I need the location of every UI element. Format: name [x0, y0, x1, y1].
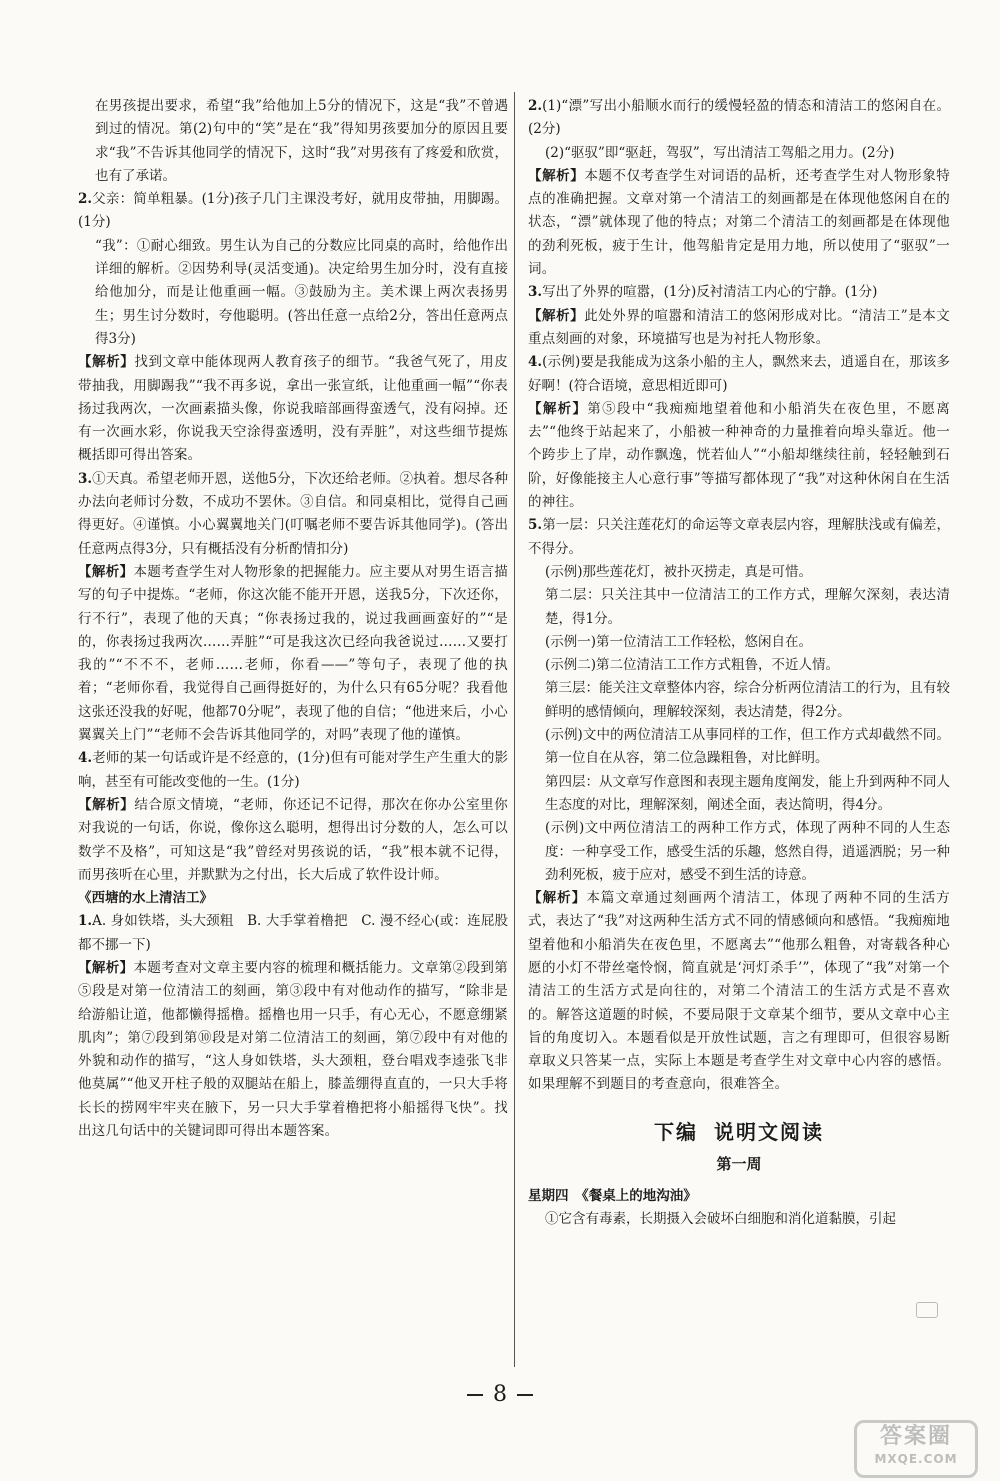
analysis-tag: 【解析】 — [528, 307, 585, 324]
watermark-text: 答案圈 — [879, 1424, 952, 1449]
answer-number: 4. — [528, 354, 543, 371]
answer-text: (示例)要是我能成为这条小船的主人，飘然来去，逍遥自在，那该多好啊！(符合语境，意思相近即可) — [528, 354, 950, 394]
answer-number: 1. — [78, 913, 93, 930]
answer-item — [78, 747, 508, 794]
right-answers — [528, 95, 950, 1097]
answer-number: 2. — [78, 191, 93, 208]
left-column — [78, 95, 508, 1143]
analysis-text: 本题考查学生对人物形象的把握能力。应主要从对男生语言描写的句子中提炼。“老师，你这次能不能开开恩，送我5分，下次还你，行不行”，表现了他的天真；“你表扬过我的，说过我画画蛮好的”“是的，你表扬过我两次……弄脏”“可是我这次已经向我爸说过……又要打我的”“不不不，老师……老师，你看——”等句子，表现了他的执着；“老师你看，我觉得自己画得挺好的，为什么只有65分呢？我看他这张还没我的好呢，他都70分呢”，表现了他的自信；“他进来后，小心翼翼关上门”“老师不会告诉其他同学的，对吗”表现了他的谨慎。 — [78, 563, 508, 744]
analysis-paragraph — [528, 398, 950, 514]
analysis-tag: 【解析】 — [78, 563, 134, 580]
column-divider — [514, 92, 515, 1367]
week-heading: 第一周 — [716, 1154, 762, 1173]
analysis-paragraph — [78, 561, 508, 747]
section-name: 说明文阅读 — [714, 1119, 824, 1144]
answer-number: 3. — [528, 284, 543, 301]
answer-number: 4. — [78, 750, 93, 767]
answer-continuation: 在男孩提出要求，希望“我”给他加上5分的情况下，这是“我”不曾遇到过的情况。第(2)句中的“笑”是在“我”得知男孩要加分的原因且要求“我”不告诉其他同学的情况下，这时“我”对男孩有了疼爱和欣赏，也有了承诺。 — [95, 98, 508, 184]
answer-number: 5. — [528, 517, 543, 534]
analysis-paragraph — [528, 165, 950, 281]
day-line — [528, 1185, 950, 1208]
section-heading — [528, 1117, 950, 1147]
analysis-text: 第⑤段中“我痴痴地望着他和小船消失在夜色里，不愿离去”“他终于站起来了，小船被一种神奇的力量推着向埠头靠近。他一个跨步上了岸，动作飘逸，恍若仙人”“小船却继续往前，轻轻触到石阶，好像能接主人心意行事”等描写都体现了“我”对这种休闲自在生活的神往。 — [528, 400, 950, 511]
answer-continuation: “我”：①耐心细致。男生认为自己的分数应比同桌的高时，给他作出详细的解析。②因势利导(灵活变通)。决定给男生加分时，没有直接给他加分，而是让他重画一幅。③鼓励为主。美术课上两次表扬男生；男生讨分数时，夸他聪明。(答出任意一点给2分，答出任意两点得3分) — [95, 237, 508, 347]
analysis-text: 结合原文情境，“老师，你还记不记得，那次在你办公室里你对我说的一句话，你说，像你这么聪明，想得出讨分数的人，怎么可以数学不及格”，可知这是“我”曾经对男孩说的话，“我”根本就不记得，而男孩听在心里，并默默为之付出，长大后成了软件设计师。 — [78, 796, 508, 883]
page-footer — [0, 1382, 1000, 1407]
day-label: 星期四 — [528, 1187, 569, 1204]
answer-continuation: 第二层：只关注其中一位清洁工的工作方式，理解欠深刻，表达清楚，得1分。 — [545, 587, 950, 627]
analysis-tag: 【解析】 — [528, 167, 585, 184]
answer-item — [528, 281, 950, 304]
answer-text: ①天真。希望老师开恩，送他5分，下次还给老师。②执着。想尽各种办法向老师讨分数，不成功不罢休。③自信。和同桌相比，觉得自己画得更好。④谨慎。小心翼翼地关门(叮嘱老师不要告诉其他同学)。(答出任意两点得3分，只有概括没有分析酌情扣分) — [78, 470, 508, 557]
answer-item — [528, 351, 950, 398]
analysis-tag: 【解析】 — [78, 796, 135, 813]
answer-item — [78, 188, 508, 235]
answer-text: 第一层：只关注莲花灯的命运等文章表层内容，理解肤浅或有偏差，不得分。 — [528, 517, 950, 557]
answer-number: 2. — [528, 98, 543, 114]
analysis-paragraph — [528, 305, 950, 352]
day-title: 《餐桌上的地沟油》 — [582, 1187, 697, 1204]
answer-continuation: (示例)那些莲花灯，被扑灭捞走，真是可惜。 — [545, 563, 813, 580]
analysis-paragraph — [78, 794, 508, 887]
footer-dash-right — [517, 1394, 533, 1396]
analysis-tag: 【解析】 — [528, 890, 587, 907]
answer-item — [78, 910, 508, 957]
answer-continuation: (示例二)第二位清洁工工作方式粗鲁，不近人情。 — [545, 657, 840, 674]
answer-item — [528, 514, 950, 561]
answer-text: A. 身如铁塔，头大颈粗 B. 大手掌着橹把 C. 漫不经心(或：连屁股都不挪一下) — [78, 913, 508, 953]
last-paragraph: ①它含有毒素，长期摄入会破坏白细胞和消化道黏膜，引起 — [545, 1211, 896, 1228]
watermark-url: MXQE.COM — [874, 1452, 958, 1466]
analysis-paragraph — [78, 957, 508, 1143]
section-part: 下编 — [654, 1119, 698, 1144]
answer-continuation: (示例)文中两位清洁工的两种工作方式，体现了两种不同的人生态度：一种享受工作，感受生活的乐趣，悠然自得，逍遥洒脱；另一种劲利死板，疲于应对，感受不到生活的诗意。 — [545, 820, 950, 883]
answer-continuation: 第四层：从文章写作意图和表现主题角度阐发，能上升到两种不同人生态度的对比，理解深刻，阐述全面，表达简明，得4分。 — [545, 773, 950, 813]
analysis-text: 找到文章中能体现两人教育孩子的细节。“我爸气死了，用皮带抽我，用脚踢我”“我不再多说，拿出一张宣纸，让他重画一幅”“你表扬过我两次，一次画素描头像，你说我暗部画得蛮透气，没有闷掉。还有一次画水彩，你说我天空涂得蛮透明，没有弄脏”，对这些细节提炼概括即可得出答案。 — [78, 354, 508, 464]
article-title: 《西塘的水上清洁工》 — [78, 890, 213, 907]
analysis-text: 本题考查对文章主要内容的梳理和概括能力。文章第②段到第⑤段是对第一位清洁工的刻画，第③段中有对他动作的描写，“除非是给游船让道，他都懒得摇橹。摇橹也用一只手，有心无心，不愿意绷紧肌肉”；第⑦段到第⑩段是对第二位清洁工的刻画，第⑦段中有对他的外貌和动作的描写，“这人身如铁塔，头大颈粗，登台唱戏李逵张飞非他莫属”“他叉开柱子般的双腿站在船上，膝盖绷得直直的，一只大手将长长的捞网牢牢夹在腋下，另一只大手掌着橹把将小船摇得飞快”。找出这几句话中的关键词即可得出本题答案。 — [78, 959, 508, 1140]
answer-item — [528, 95, 950, 142]
answer-number: 3. — [78, 470, 93, 487]
answer-text: 写出了外界的喧嚣，(1分)反衬清洁工内心的宁静。(1分) — [542, 284, 878, 301]
analysis-tag: 【解析】 — [528, 400, 588, 417]
answer-continuation: 第三层：能关注文章整体内容，综合分析两位清洁工的行为，且有较鲜明的感情倾向，理解较深刻，表达清楚，得2分。 — [545, 680, 950, 720]
answer-continuation: (示例)文中的两位清洁工从事同样的工作，但工作方式却截然不同。第一位自在从容，第二位急躁粗鲁，对比鲜明。 — [545, 727, 950, 767]
analysis-text: 此处外界的喧嚣和清洁工的悠闲形成对比。“清洁工”是本文重点刻画的对象，环境描写也是为衬托人物形象。 — [528, 307, 950, 347]
analysis-paragraph — [78, 351, 508, 467]
footer-dash-left — [467, 1394, 483, 1396]
answer-text: 父亲：简单粗暴。(1分)孩子几门主课没考好，就用皮带抽，用脚踢。(1分) — [78, 191, 508, 231]
right-column — [528, 95, 950, 1231]
page-number: 8 — [493, 1382, 507, 1407]
analysis-tag: 【解析】 — [78, 354, 135, 371]
analysis-text: 本篇文章通过刻画两个清洁工，体现了两种不同的生活方式，表达了“我”对这两种生活方式不同的情感倾向和感悟。“我痴痴地望着他和小船消失在夜色里，不愿离去”“他那么粗鲁，对寄载各种心愿的小灯不带丝毫怜悯，简直就是‘河灯杀手’”，体现了“我”对第一个清洁工的生活方式是向往的，对第二个清洁工的生活方式是不喜欢的。解答这道题的时候，不要局限于文章某个细节，要从文章中心主旨的角度切入。本题看似是开放性试题，言之有理即可，但很容易断章取义只答某一点，实际上本题是考查学生对文章中心内容的感悟。如果理解不到题目的考查意向，很难答全。 — [528, 890, 950, 1093]
analysis-text: 本题不仅考查学生对词语的品析，还考查学生对人物形象特点的准确把握。文章对第一个清洁工的刻画都是在体现他悠闲自在的状态，“漂”就体现了他的特点；对第二个清洁工的刻画都是在体现他的劲利死板，疲于生计，他驾船肯定是用力地，所以使用了“驱驭”一词。 — [528, 167, 950, 278]
answer-continuation: (示例一)第一位清洁工工作轻松，悠闲自在。 — [545, 633, 813, 650]
faint-stamp — [916, 1302, 938, 1318]
answer-continuation: (2)“驱驭”即“驱赶，驾驭”，写出清洁工驾船之用力。(2分) — [545, 144, 895, 161]
watermark-logo — [854, 1420, 978, 1478]
analysis-tag: 【解析】 — [78, 959, 134, 976]
answer-item — [78, 468, 508, 561]
answer-text: 老师的某一句话或许是不经意的，(1分)但有可能对学生产生重大的影响，甚至有可能改变他的一生。(1分) — [78, 750, 508, 790]
answer-text: (1)“漂”写出小船顺水而行的缓慢轻盈的情态和清洁工的悠闲自在。(2分) — [528, 98, 950, 138]
analysis-paragraph — [528, 887, 950, 1097]
